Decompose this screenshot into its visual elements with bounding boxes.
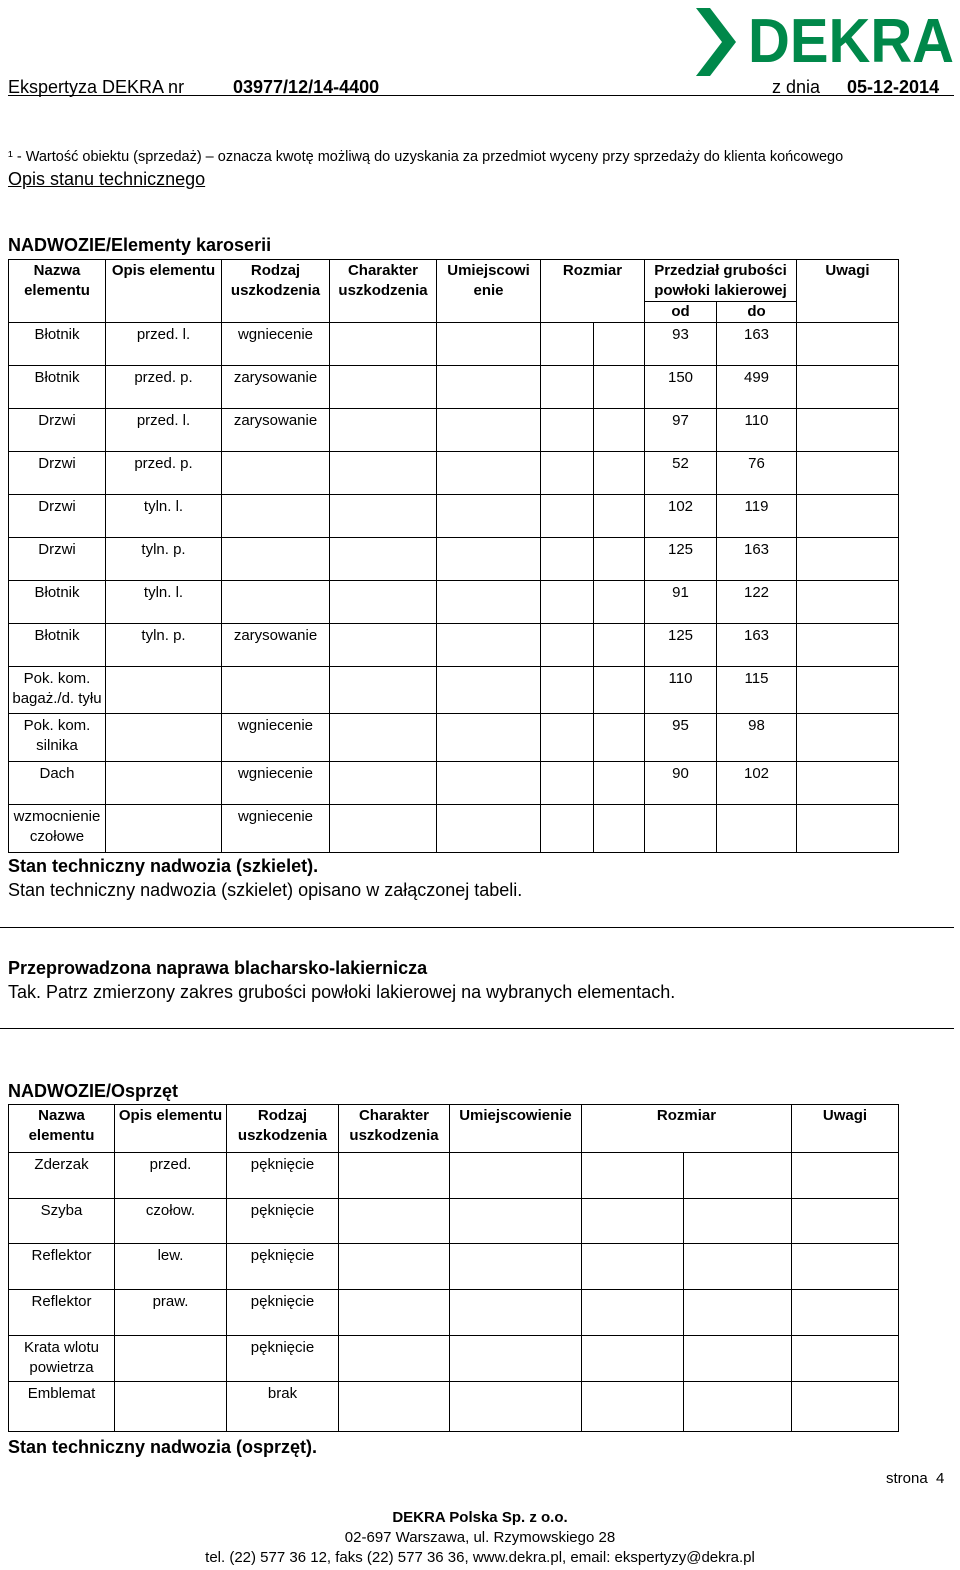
cell-size — [582, 1153, 684, 1199]
header-type: Rodzaj uszkodzenia — [222, 260, 330, 323]
header-name: Nazwa elementu — [9, 1105, 115, 1153]
cell-type: pęknięcie — [227, 1244, 339, 1290]
equipment-status-title: Stan techniczny nadwozia (osprzęt). — [8, 1437, 318, 1457]
cell-type: zarysowanie — [222, 624, 330, 667]
header-range: Przedział grubości powłoki lakierowej — [645, 260, 797, 302]
cell-size — [541, 762, 594, 805]
cell-character — [330, 452, 437, 495]
cell-name: Drzwi — [9, 538, 106, 581]
cell-notes — [792, 1382, 899, 1432]
cell-name: wzmocnienie czołowe — [9, 805, 106, 853]
header-location: Umiejscowienie — [450, 1105, 582, 1153]
cell-location — [450, 1290, 582, 1336]
cell-location — [450, 1244, 582, 1290]
cell-notes — [797, 452, 899, 495]
cell-size-2 — [594, 323, 645, 366]
cell-size-2 — [594, 538, 645, 581]
cell-type — [222, 581, 330, 624]
cell-from: 150 — [645, 366, 717, 409]
table-row — [9, 366, 899, 409]
cell-character — [330, 667, 437, 714]
cell-notes — [797, 762, 899, 805]
header-to: do — [717, 302, 797, 323]
cell-size — [541, 667, 594, 714]
cell-character — [339, 1244, 450, 1290]
cell-size-2 — [684, 1244, 792, 1290]
cell-size-2 — [684, 1290, 792, 1336]
cell-from: 125 — [645, 538, 717, 581]
cell-to: 98 — [717, 714, 797, 762]
cell-type: wgniecenie — [222, 762, 330, 805]
page-label: strona — [886, 1470, 928, 1487]
divider — [0, 1028, 954, 1029]
cell-location — [450, 1199, 582, 1244]
cell-name: Szyba — [9, 1199, 115, 1244]
header-from: od — [645, 302, 717, 323]
equipment-section-title: NADWOZIE/Osprzęt — [8, 1081, 179, 1101]
cell-desc: tyln. p. — [106, 624, 222, 667]
cell-character — [330, 624, 437, 667]
cell-size — [541, 452, 594, 495]
cell-type: wgniecenie — [222, 714, 330, 762]
cell-desc: przed. l. — [106, 409, 222, 452]
cell-character — [339, 1336, 450, 1382]
cell-desc: tyln. l. — [106, 581, 222, 624]
cell-size-2 — [594, 366, 645, 409]
cell-location — [450, 1382, 582, 1432]
cell-size — [541, 495, 594, 538]
table-row — [9, 452, 899, 495]
cell-location — [450, 1336, 582, 1382]
cell-size-2 — [594, 667, 645, 714]
cell-name: Błotnik — [9, 366, 106, 409]
cell-type: wgniecenie — [222, 805, 330, 853]
repair-text: Tak. Patrz zmierzony zakres grubości powłoki lakierowej na wybranych elementach. — [8, 982, 676, 1002]
cell-size — [541, 714, 594, 762]
cell-desc: praw. — [115, 1290, 227, 1336]
header-notes: Uwagi — [797, 260, 899, 323]
repair-title: Przeprowadzona naprawa blacharsko-lakiernicza — [8, 958, 428, 978]
cell-to: 76 — [717, 452, 797, 495]
cell-to: 163 — [717, 323, 797, 366]
cell-desc: czołow. — [115, 1199, 227, 1244]
cell-character — [330, 762, 437, 805]
cell-from: 95 — [645, 714, 717, 762]
cell-notes — [792, 1199, 899, 1244]
cell-location — [437, 581, 541, 624]
cell-to: 499 — [717, 366, 797, 409]
cell-desc: przed. p. — [106, 452, 222, 495]
section-link-opis[interactable]: Opis stanu technicznego — [8, 169, 206, 189]
header-type: Rodzaj uszkodzenia — [227, 1105, 339, 1153]
footer-address: 02-697 Warszawa, ul. Rzymowskiego 28 — [344, 1529, 616, 1546]
footer-company: DEKRA Polska Sp. z o.o. — [392, 1509, 568, 1526]
cell-size — [541, 323, 594, 366]
header-size: Rozmiar — [541, 260, 645, 323]
table-row — [9, 805, 899, 853]
cell-size — [541, 366, 594, 409]
cell-to: 163 — [717, 624, 797, 667]
cell-notes — [797, 667, 899, 714]
cell-name: Zderzak — [9, 1153, 115, 1199]
table-row — [9, 1336, 899, 1382]
cell-location — [437, 409, 541, 452]
cell-location — [437, 624, 541, 667]
cell-character — [330, 538, 437, 581]
cell-size — [582, 1199, 684, 1244]
cell-size — [541, 409, 594, 452]
body-status-title: Stan techniczny nadwozia (szkielet). — [8, 856, 319, 876]
cell-from: 93 — [645, 323, 717, 366]
header-character: Charakter uszkodzenia — [339, 1105, 450, 1153]
cell-from: 125 — [645, 624, 717, 667]
cell-notes — [797, 805, 899, 853]
table-row — [9, 1199, 899, 1244]
cell-character — [339, 1199, 450, 1244]
cell-from — [645, 805, 717, 853]
cell-name: Emblemat — [9, 1382, 115, 1432]
date-value: 05-12-2014 — [847, 77, 940, 97]
cell-notes — [792, 1244, 899, 1290]
table-row — [9, 714, 899, 762]
footnote: ¹ - Wartość obiektu (sprzedaż) – oznacza kwotę możliwą do uzyskania za przedmiot wyceny przy sprzedaży do klienta końcowego — [8, 149, 844, 165]
cell-name: Reflektor — [9, 1290, 115, 1336]
cell-from: 110 — [645, 667, 717, 714]
header-size: Rozmiar — [582, 1105, 792, 1153]
cell-notes — [797, 538, 899, 581]
header-desc: Opis elementu — [115, 1105, 227, 1153]
cell-size-2 — [684, 1199, 792, 1244]
cell-location — [437, 805, 541, 853]
cell-name: Dach — [9, 762, 106, 805]
cell-character — [330, 409, 437, 452]
cell-size — [582, 1244, 684, 1290]
cell-character — [330, 495, 437, 538]
cell-desc — [106, 762, 222, 805]
cell-character — [330, 714, 437, 762]
cell-type — [222, 667, 330, 714]
cell-name: Błotnik — [9, 581, 106, 624]
table-row — [9, 1290, 899, 1336]
cell-size-2 — [594, 714, 645, 762]
table-row — [9, 667, 899, 714]
cell-size — [541, 538, 594, 581]
cell-desc — [106, 805, 222, 853]
cell-type — [222, 452, 330, 495]
cell-size-2 — [594, 452, 645, 495]
table-row — [9, 624, 899, 667]
cell-size-2 — [594, 805, 645, 853]
cell-name: Błotnik — [9, 624, 106, 667]
cell-desc — [106, 714, 222, 762]
cell-type: zarysowanie — [222, 409, 330, 452]
cell-to: 115 — [717, 667, 797, 714]
cell-name: Drzwi — [9, 495, 106, 538]
page-number — [886, 1470, 944, 1487]
page-number-value: 4 — [936, 1470, 945, 1487]
header-character: Charakter uszkodzenia — [330, 260, 437, 323]
cell-character — [339, 1290, 450, 1336]
expertise-label: Ekspertyza DEKRA nr — [8, 77, 185, 97]
cell-name: Krata wlotu powietrza — [9, 1336, 115, 1382]
cell-size — [541, 805, 594, 853]
cell-from: 52 — [645, 452, 717, 495]
cell-type: brak — [227, 1382, 339, 1432]
table-row — [9, 409, 899, 452]
cell-type: pęknięcie — [227, 1153, 339, 1199]
cell-desc: przed. p. — [106, 366, 222, 409]
cell-type: pęknięcie — [227, 1290, 339, 1336]
logo-text: DEKRA — [748, 7, 954, 76]
cell-location — [437, 538, 541, 581]
cell-character — [330, 805, 437, 853]
cell-location — [437, 323, 541, 366]
divider — [0, 927, 954, 928]
equipment-table — [8, 1104, 899, 1432]
cell-notes — [797, 366, 899, 409]
cell-notes — [797, 714, 899, 762]
cell-size-2 — [684, 1153, 792, 1199]
cell-name: Pok. kom. bagaż./d. tyłu — [9, 667, 106, 714]
table-row — [9, 1153, 899, 1199]
cell-size-2 — [594, 495, 645, 538]
cell-from: 90 — [645, 762, 717, 805]
table-row — [9, 581, 899, 624]
cell-size-2 — [684, 1382, 792, 1432]
cell-name: Drzwi — [9, 452, 106, 495]
table-row — [9, 323, 899, 366]
cell-notes — [797, 323, 899, 366]
expertise-number: 03977/12/14-4400 — [233, 77, 380, 97]
header-name: Nazwa elementu — [9, 260, 106, 323]
body-section-title: NADWOZIE/Elementy karoserii — [8, 235, 272, 255]
cell-size-2 — [594, 409, 645, 452]
cell-size — [541, 581, 594, 624]
cell-character — [330, 366, 437, 409]
cell-character — [330, 323, 437, 366]
cell-to: 119 — [717, 495, 797, 538]
cell-location — [437, 495, 541, 538]
cell-notes — [792, 1290, 899, 1336]
cell-size — [582, 1290, 684, 1336]
cell-desc: przed. l. — [106, 323, 222, 366]
cell-desc — [106, 667, 222, 714]
cell-name: Błotnik — [9, 323, 106, 366]
header-location: Umiejscowi enie — [437, 260, 541, 323]
footer-contact: tel. (22) 577 36 12, faks (22) 577 36 36, www.dekra.pl, email: ekspertyzy@dekra.pl — [205, 1549, 755, 1566]
cell-type: wgniecenie — [222, 323, 330, 366]
header-rule — [8, 95, 954, 96]
cell-to — [717, 805, 797, 853]
cell-from: 97 — [645, 409, 717, 452]
cell-from: 91 — [645, 581, 717, 624]
cell-type: pęknięcie — [227, 1199, 339, 1244]
cell-name: Reflektor — [9, 1244, 115, 1290]
header-notes: Uwagi — [792, 1105, 899, 1153]
cell-size — [582, 1336, 684, 1382]
cell-location — [437, 366, 541, 409]
cell-size — [541, 624, 594, 667]
cell-desc: tyln. l. — [106, 495, 222, 538]
cell-character — [339, 1382, 450, 1432]
cell-location — [450, 1153, 582, 1199]
table-row — [9, 538, 899, 581]
cell-notes — [797, 409, 899, 452]
cell-from: 102 — [645, 495, 717, 538]
cell-size-2 — [684, 1336, 792, 1382]
cell-type: zarysowanie — [222, 366, 330, 409]
cell-location — [437, 762, 541, 805]
cell-to: 163 — [717, 538, 797, 581]
cell-notes — [797, 495, 899, 538]
cell-desc — [115, 1336, 227, 1382]
cell-location — [437, 714, 541, 762]
cell-size-2 — [594, 581, 645, 624]
cell-type — [222, 538, 330, 581]
cell-name: Pok. kom. silnika — [9, 714, 106, 762]
cell-size-2 — [594, 624, 645, 667]
header-desc: Opis elementu — [106, 260, 222, 323]
cell-notes — [797, 624, 899, 667]
date-label: z dnia — [772, 77, 821, 97]
table-row — [9, 762, 899, 805]
cell-notes — [792, 1153, 899, 1199]
dekra-arrow-icon — [696, 8, 736, 76]
table-row — [9, 495, 899, 538]
cell-type: pęknięcie — [227, 1336, 339, 1382]
cell-type — [222, 495, 330, 538]
body-status-text: Stan techniczny nadwozia (szkielet) opisano w załączonej tabeli. — [8, 880, 523, 900]
cell-name: Drzwi — [9, 409, 106, 452]
body-elements-table — [8, 259, 899, 853]
cell-character — [339, 1153, 450, 1199]
cell-desc: tyln. p. — [106, 538, 222, 581]
cell-location — [437, 667, 541, 714]
cell-to: 110 — [717, 409, 797, 452]
cell-desc — [115, 1382, 227, 1432]
cell-character — [330, 581, 437, 624]
cell-to: 122 — [717, 581, 797, 624]
table-row — [9, 1244, 899, 1290]
cell-size — [582, 1382, 684, 1432]
dekra-logo — [696, 6, 954, 78]
table-row — [9, 1382, 899, 1432]
cell-to: 102 — [717, 762, 797, 805]
cell-size-2 — [594, 762, 645, 805]
cell-desc: przed. — [115, 1153, 227, 1199]
cell-notes — [792, 1336, 899, 1382]
cell-notes — [797, 581, 899, 624]
cell-location — [437, 452, 541, 495]
cell-desc: lew. — [115, 1244, 227, 1290]
